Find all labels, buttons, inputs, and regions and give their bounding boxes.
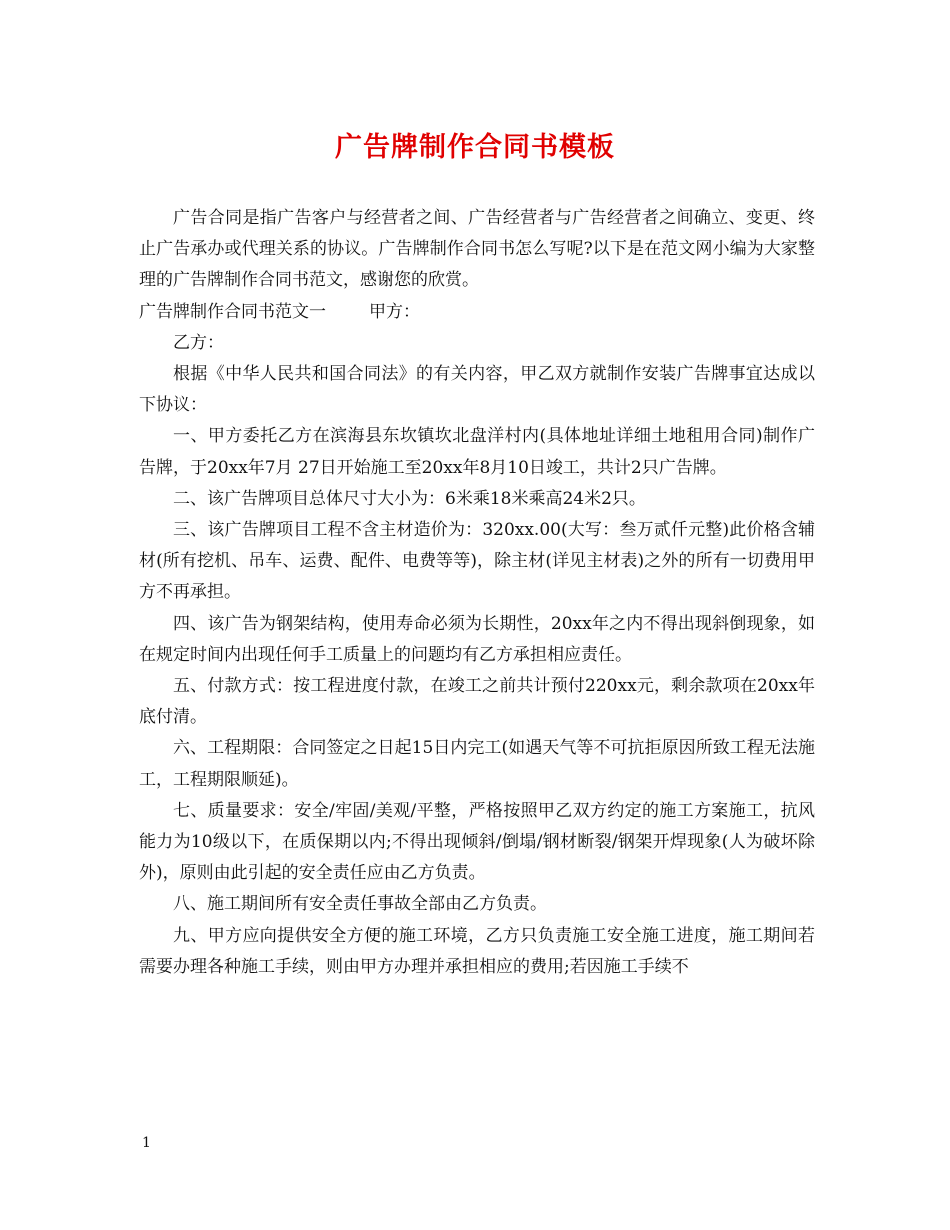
- clause-1: 一、甲方委托乙方在滨海县东坎镇坎北盘洋村内(具体地址详细土地租用合同)制作广告牌，于20xx年7月 27日开始施工至20xx年8月10日竣工，共计2只广告牌。: [139, 426, 815, 478]
- document-body: [139, 203, 815, 983]
- party-a-label: 甲方：: [369, 301, 420, 322]
- preamble-paragraph: 根据《中华人民共和国合同法》的有关内容，甲乙双方就制作安装广告牌事宜达成以下协议：: [139, 364, 815, 416]
- sample-heading: 广告牌制作合同书范文一: [139, 301, 326, 322]
- clause-5: 五、付款方式：按工程进度付款，在竣工之前共计预付220xx元，剩余款项在20xx年底付清。: [139, 676, 815, 728]
- clause-8: 八、施工期间所有安全责任事故全部由乙方负责。: [173, 894, 547, 915]
- intro-paragraph: 广告合同是指广告客户与经营者之间、广告经营者与广告经营者之间确立、变更、终止广告承办或代理关系的协议。广告牌制作合同书怎么写呢?以下是在范文网小编为大家整理的广告牌制作合同书范文，感谢您的欣赏。: [139, 208, 815, 291]
- clause-2: 二、该广告牌项目总体尺寸大小为：6米乘18米乘高24米2只。: [173, 488, 646, 509]
- page-number: 1: [142, 1135, 151, 1151]
- clause-3: 三、该广告牌项目工程不含主材造价为：320xx.00(大写：叁万贰仟元整)此价格含辅材(所有挖机、吊车、运费、配件、电费等等)，除主材(详见主材表)之外的所有一切费用甲方不再承担。: [139, 520, 815, 603]
- clause-6: 六、工程期限：合同签定之日起15日内完工(如遇天气等不可抗拒原因所致工程无法施工，工程期限顺延)。: [139, 738, 815, 790]
- sample-heading-line: [139, 297, 815, 328]
- clause-4: 四、该广告为钢架结构，使用寿命必须为长期性，20xx年之内不得出现斜倒现象，如在规定时间内出现任何手工质量上的问题均有乙方承担相应责任。: [139, 613, 815, 665]
- party-b-label: 乙方：: [173, 332, 224, 353]
- clause-9: 九、甲方应向提供安全方便的施工环境，乙方只负责施工安全施工进度，施工期间若需要办理各种施工手续，则由甲方办理并承担相应的费用;若因施工手续不: [139, 925, 815, 977]
- document-title: 广告牌制作合同书模板: [335, 132, 615, 163]
- clause-7: 七、质量要求：安全/牢固/美观/平整，严格按照甲乙双方约定的施工方案施工，抗风能力为10级以下，在质保期以内;不得出现倾斜/倒塌/钢材断裂/钢架开焊现象(人为破坏除外)，原则由此引起的安全责任应由乙方负责。: [139, 800, 815, 884]
